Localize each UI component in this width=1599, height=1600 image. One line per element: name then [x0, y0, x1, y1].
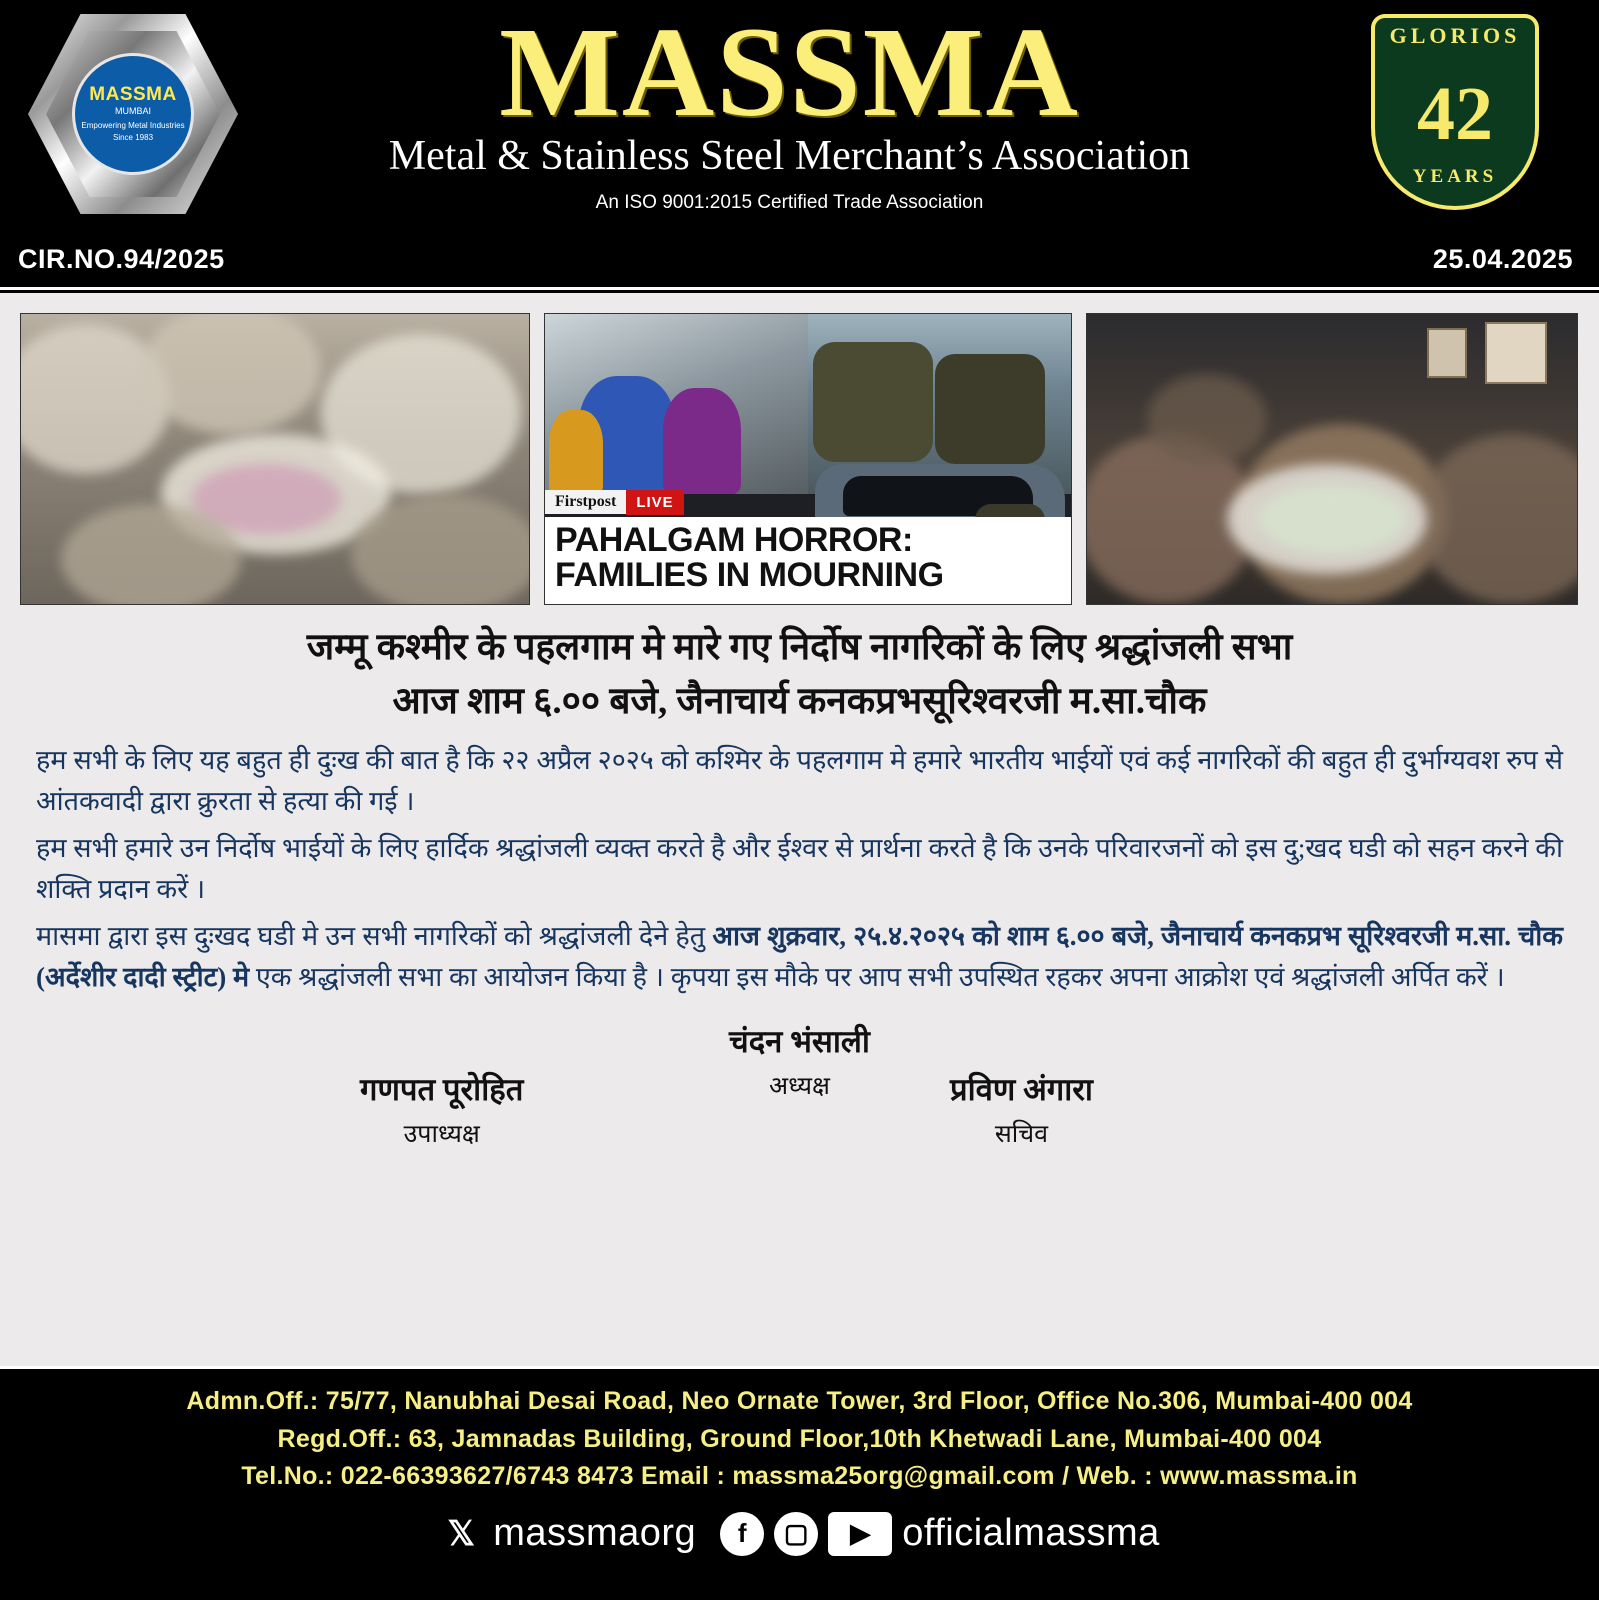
signatory-vice-president — [360, 1068, 523, 1150]
news-headline — [545, 517, 1071, 604]
contact-line: Tel.No.: 022-66393627/6743 8473 Email : massma25org@gmail.com / Web. : www.massma.in — [241, 1462, 1358, 1490]
signatories — [20, 1020, 1579, 1180]
badge-top-text: GLORIOS — [1389, 23, 1521, 48]
notice-heading — [20, 621, 1579, 728]
signatory-name: गणपत पूरोहित — [360, 1072, 524, 1108]
badge-number: 42 — [1417, 72, 1493, 156]
signatory-president — [729, 1020, 870, 1102]
signatory-role: उपाध्यक्ष — [403, 1121, 480, 1149]
footer — [0, 1366, 1599, 1600]
logo-tagline: Empowering Metal Industries — [81, 120, 185, 130]
badge-bottom-text: YEARS — [1412, 166, 1498, 187]
title-block — [250, 1, 1329, 214]
x-icon[interactable]: 𝕏 — [439, 1512, 483, 1556]
notice-paragraph-3b-emphasis: आज शुक्रवार, २५.४.२०२५ को शाम ६.०० बजे, जैनाचार्य कनकप्रभ सूरिश्वरजी म.सा. चौक (अर्देशीर दादी स्ट्रीट) मे — [36, 921, 1564, 993]
headline-line-1: PAHALGAM HORROR: — [555, 520, 913, 559]
main-content — [0, 293, 1599, 1366]
photo-memorial-gathering — [1086, 313, 1578, 605]
photo-funeral-procession — [20, 313, 530, 605]
facebook-icon[interactable]: f — [720, 1512, 764, 1556]
logo-name: MASSMA — [89, 84, 177, 106]
news-channel-bar — [545, 488, 684, 516]
headline-line-2: FAMILIES IN MOURNING — [555, 556, 944, 595]
iso-certification-line: An ISO 9001:2015 Certified Trade Association — [595, 192, 984, 213]
notice-heading-line-1: जम्मू कश्मीर के पहलगाम मे मारे गए निर्दोष नागरिकों के लिए श्रद्धांजली सभा — [306, 627, 1293, 668]
social-bar — [0, 1512, 1599, 1556]
x-handle[interactable]: massmaorg — [493, 1512, 697, 1554]
massma-logo — [28, 14, 238, 214]
circular-number: CIR.NO.94/2025 — [18, 244, 225, 274]
signatory-role: सचिव — [994, 1121, 1049, 1149]
signatory-secretary — [950, 1068, 1093, 1150]
page-title: MASSMA — [499, 1, 1080, 143]
circular-date: 25.04.2025 — [1432, 244, 1573, 274]
notice-paragraph-3 — [36, 916, 1563, 998]
youtube-icon[interactable]: ▶ — [828, 1512, 892, 1556]
notice-paragraph-3a: मासमा द्वारा इस दुःखद घडी मे उन सभी नागरिकों को श्रद्धांजली देने हेतु — [36, 921, 713, 952]
notice-paragraph-1: हम सभी के लिए यह बहुत ही दुःख की बात है कि २२ अप्रैल २०२५ को कश्मिर के पहलगाम मे हमारे भारतीय भाईयों एवं कई नागरिकों की बहुत ही दुर्भाग्यवश रुप से आंतकवादी द्वारा क्रुरता से हत्या की गई । — [36, 745, 1563, 817]
regd-office-address: Regd.Off.: 63, Jamnadas Building, Ground Floor,10th Khetwadi Lane, Mumbai-400 004 — [277, 1424, 1322, 1453]
page-subtitle: Metal & Stainless Steel Merchant’s Association — [388, 133, 1191, 179]
notice-paragraph-2: हम सभी हमारे उन निर्दोष भाईयों के लिए हार्दिक श्रद्धांजली व्यक्त करते है और ईश्वर से प्रार्थना करते है कि उनके परिवारजनों को इस दु;खद घडी को सहन करने की शक्ति प्रदान करें । — [36, 833, 1563, 905]
logo-since: Since 1983 — [112, 133, 154, 143]
live-badge: LIVE — [626, 490, 683, 515]
header — [0, 0, 1599, 290]
notice-paragraph-3c: एक श्रद्धांजली सभा का आयोजन किया है । कृपया इस मौके पर आप सभी उपस्थित रहकर अपना आक्रोश एवं श्रद्धांजली अर्पित करें । — [255, 962, 1505, 993]
admin-office-address: Admn.Off.: 75/77, Nanubhai Desai Road, Neo Ornate Tower, 3rd Floor, Office No.306, Mumbai-400 004 — [186, 1387, 1413, 1415]
signatory-name: प्रविण अंगारा — [950, 1072, 1093, 1108]
logo-city: MUMBAI — [115, 106, 151, 117]
social-handle[interactable]: officialmassma — [902, 1512, 1160, 1554]
photo-row — [20, 313, 1579, 605]
notice-body — [20, 740, 1579, 998]
notice-heading-line-2: आज शाम ६.०० बजे, जैनाचार्य कनकप्रभसूरिश्वरजी म.सा.चौक — [392, 680, 1207, 722]
photo-news-broadcast — [544, 313, 1072, 605]
news-logo: Firstpost — [545, 490, 626, 514]
instagram-icon[interactable]: ▢ — [774, 1512, 818, 1556]
signatory-role: अध्यक्ष — [769, 1073, 830, 1101]
signatory-name: चंदन भंसाली — [729, 1024, 870, 1060]
anniversary-badge — [1371, 14, 1539, 210]
logo-circle — [72, 53, 194, 175]
